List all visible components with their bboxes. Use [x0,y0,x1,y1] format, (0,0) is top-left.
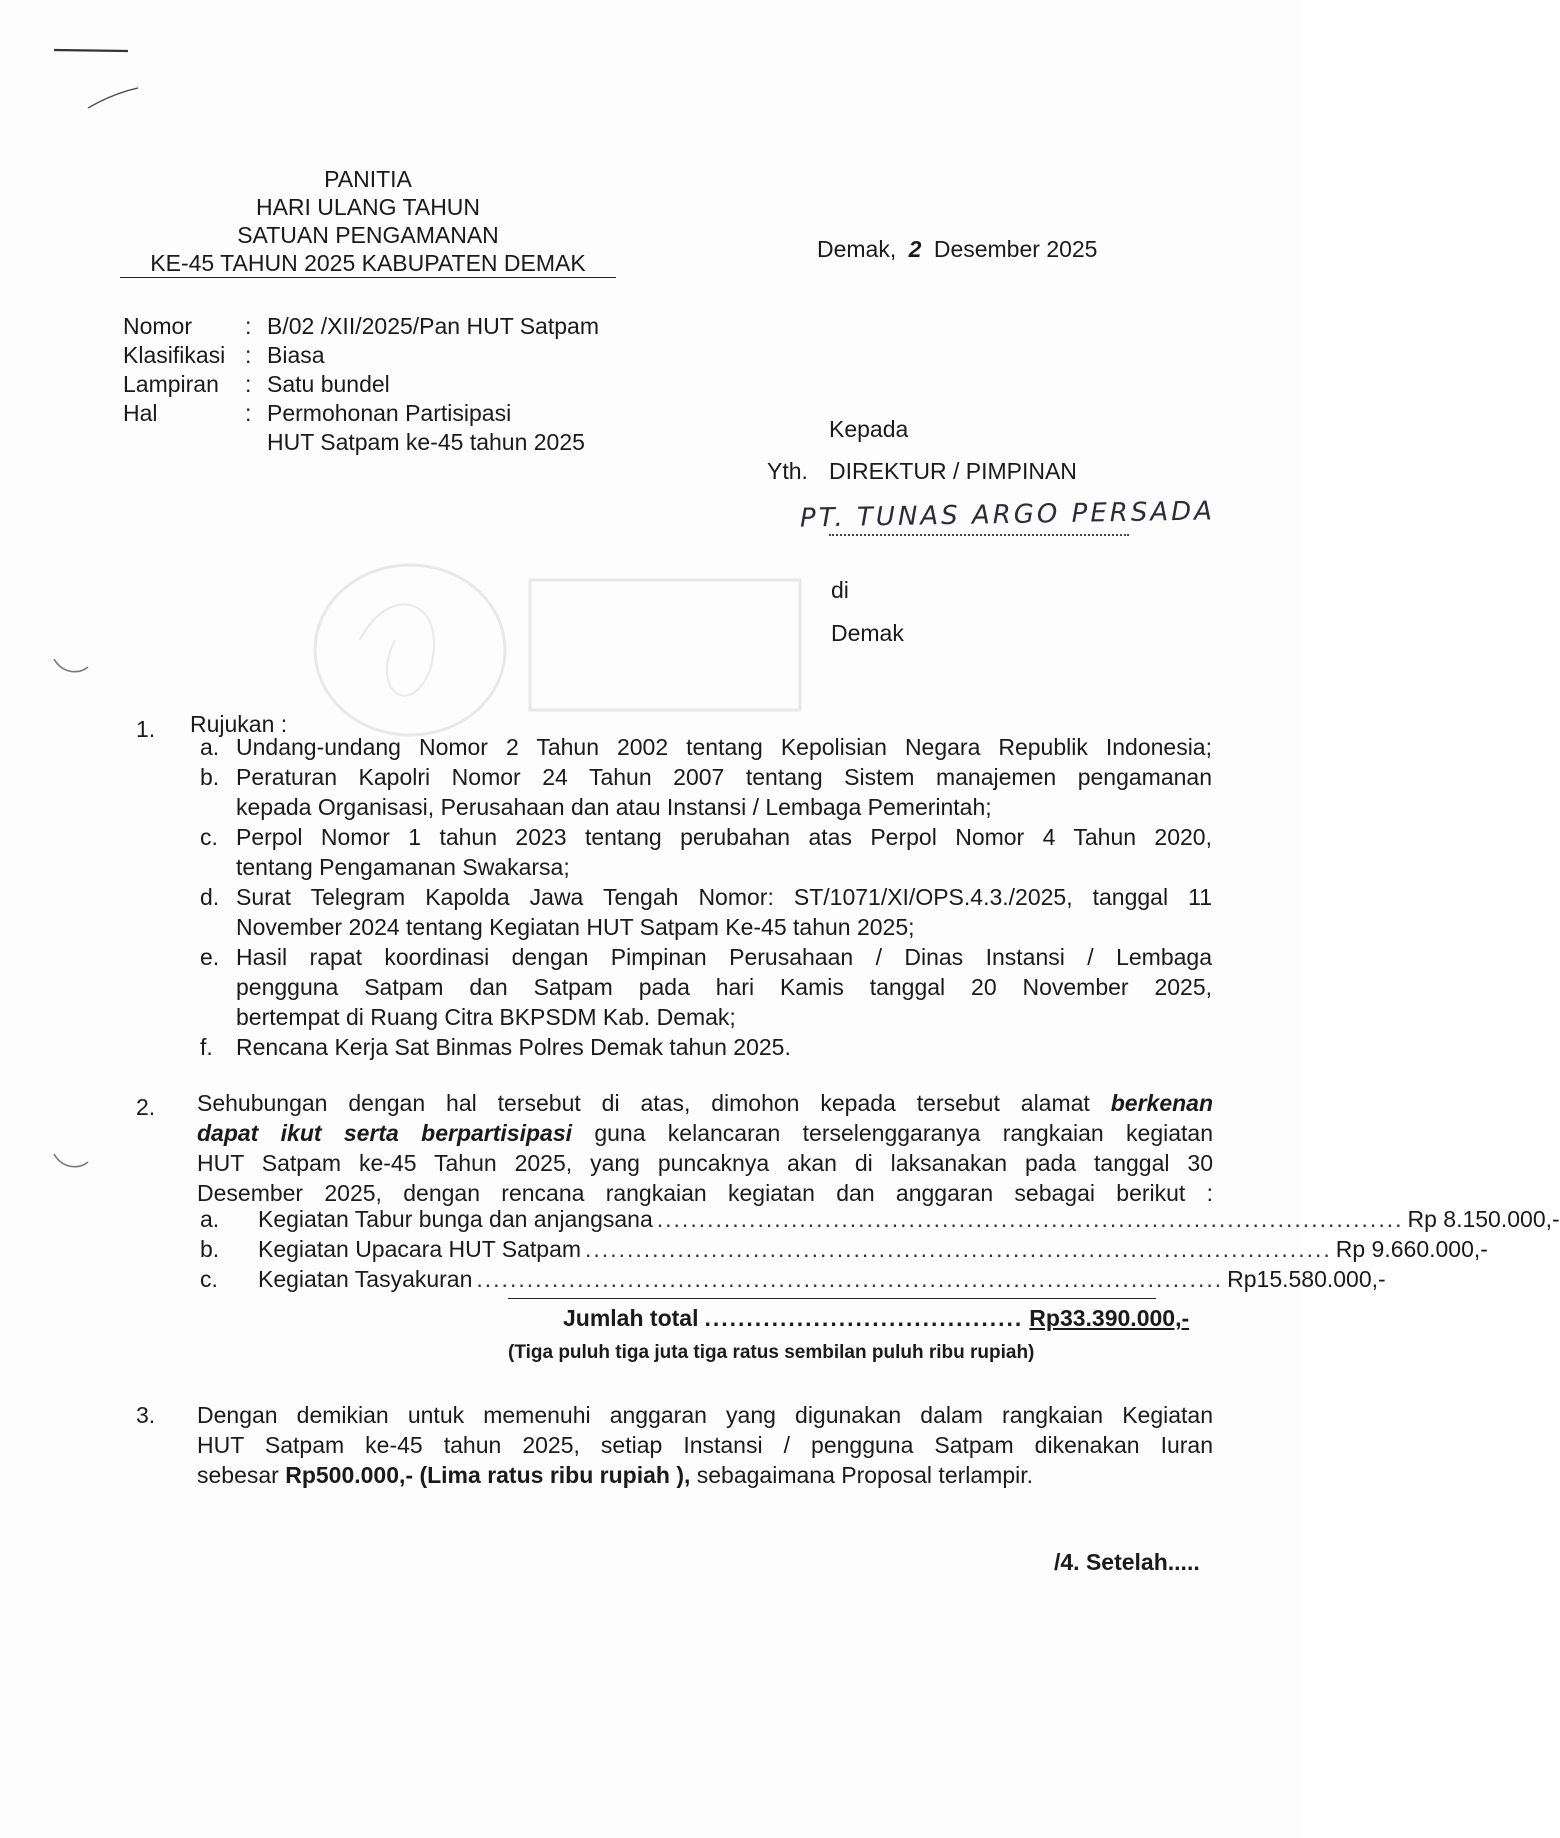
header-line: SATUAN PENGAMANAN [237,222,499,248]
total-amount: Rp33.390.000,- [1029,1305,1190,1331]
section-number: 3. [136,1402,156,1428]
committee-header [120,165,616,278]
leader-dots: ......................................................................................... [476,1266,1224,1292]
item-text: kepada Organisasi, Perusahaan dan atau Instansi / Lembaga Pemerintah; [236,794,992,820]
list-item [200,942,1212,1032]
item-text: Rencana Kerja Sat Binmas Polres Demak tahun 2025. [236,1034,791,1060]
recipient-company-handwritten: PT. TUNAS ARGO PERSADA [799,496,1216,534]
item-text: Peraturan Kapolri Nomor 24 Tahun 2007 tentang Sistem manajemen pengamanan [236,764,1212,790]
meta-value: Permohonan Partisipasi [267,400,512,426]
item-letter: c. [200,824,218,850]
recipient-kepada: Kepada [829,416,909,442]
list-item [200,822,1212,882]
crease-mark [52,655,92,679]
letter-date [817,234,1097,264]
item-text: Hasil rapat koordinasi dengan Pimpinan Perusahaan / Dinas Instansi / Lembaga [236,944,1212,970]
item-letter: d. [200,884,220,910]
item-text: Undang-undang Nomor 2 Tahun 2002 tentang Kepolisian Negara Republik Indonesia; [236,734,1212,760]
item-letter: e. [200,944,220,970]
meta-value: Biasa [267,342,325,368]
meta-label: Hal [123,400,158,426]
list-item [200,882,1212,942]
section-number: 1. [136,716,156,742]
item-letter: f. [200,1034,213,1060]
header-line: HARI ULANG TAHUN [255,194,481,220]
budget-amount: Rp 9.660.000,- [1335,1236,1488,1262]
meta-value: HUT Satpam ke-45 tahun 2025 [267,429,585,455]
paragraph-line: Sehubungan dengan hal tersebut di atas, dimohon kepada tersebut alamat berkenan [197,1090,1213,1116]
paragraph-line: sebesar Rp500.000,- (Lima ratus ribu rupiah ), sebagaimana Proposal terlampir. [197,1462,1034,1488]
list-item [200,762,1212,822]
budget-list [200,1204,1560,1294]
meta-colon: : [245,313,252,339]
meta-value: B/02 /XII/2025/Pan HUT Satpam [267,313,599,339]
section-number: 2. [136,1094,156,1120]
budget-label: Kegiatan Tabur bunga dan anjangsana [258,1206,653,1232]
item-text: pengguna Satpam dan Satpam pada hari Kamis tanggal 20 November 2025, [236,974,1212,1000]
item-letter: b. [200,764,220,790]
section-heading: Rujukan : [190,711,288,737]
budget-letter: b. [200,1236,220,1262]
budget-letter: a. [200,1206,220,1232]
meta-label: Lampiran [123,371,219,397]
item-text: tentang Pengamanan Swakarsa; [236,854,570,880]
item-text: Surat Telegram Kapolda Jawa Tengah Nomor: ST/1071/XI/OPS.4.3./2025, tanggal 11 [236,884,1212,910]
budget-label: Kegiatan Upacara HUT Satpam [258,1236,582,1262]
meta-klasifikasi [123,341,683,370]
meta-colon: : [245,342,252,368]
total-row [563,1303,1190,1333]
meta-colon: : [245,371,252,397]
meta-nomor [123,312,683,341]
leader-dots: ......................................................................................... [656,1206,1404,1232]
meta-hal-cont [123,428,683,457]
budget-row [200,1234,1488,1264]
leader-dots: ......................................................................................... [585,1236,1332,1262]
meta-colon: : [245,400,252,426]
total-words: (Tiga puluh tiga juta tiga ratus sembilan puluh ribu rupiah) [508,1342,1035,1363]
paragraph-line: dapat ikut serta berpartisipasi guna kelancaran terselenggaranya rangkaian kegiatan [197,1120,1213,1146]
meta-value: Satu bundel [267,371,390,397]
list-item [200,732,1212,762]
section2-body [197,1088,1213,1208]
budget-row [200,1204,1560,1234]
total-separator [508,1298,1156,1299]
recipient-yth: Yth. [767,458,808,484]
total-label: Jumlah total [563,1305,699,1331]
paragraph-line: Desember 2025, dengan rencana rangkaian kegiatan dan anggaran sebagai berikut : [197,1180,1213,1206]
reference-list [200,732,1212,1062]
recipient-city: Demak [831,620,904,646]
meta-label: Klasifikasi [123,342,226,368]
paragraph-line: HUT Satpam ke-45 Tahun 2025, yang puncaknya akan di laksanakan pada tanggal 30 [197,1150,1213,1176]
header-line: KE-45 TAHUN 2025 KABUPATEN DEMAK [120,249,616,278]
section3-body [197,1400,1213,1490]
faded-stamp [300,520,820,750]
date-rest: Desember 2025 [933,236,1098,262]
budget-amount: Rp15.580.000,- [1227,1266,1386,1292]
meta-label: Nomor [123,313,193,339]
meta-lampiran [123,370,683,399]
crease-mark [52,1150,92,1174]
item-letter: a. [200,734,220,760]
item-text: Perpol Nomor 1 tahun 2023 tentang perubahan atas Perpol Nomor 4 Tahun 2020, [236,824,1212,850]
paragraph-line: HUT Satpam ke-45 tahun 2025, setiap Instansi / pengguna Satpam dikenakan Iuran [197,1432,1213,1458]
header-line: PANITIA [324,166,412,192]
continuation-marker: /4. Setelah..... [1054,1549,1200,1575]
budget-label: Kegiatan Tasyakuran [258,1266,473,1292]
recipient-di: di [831,577,849,603]
date-prefix: Demak, [817,236,897,262]
letter-meta [123,312,683,457]
recipient-title: DIREKTUR / PIMPINAN [829,458,1077,484]
leader-dots: ...................................... [704,1305,1024,1331]
list-item [200,1032,1212,1062]
item-text: November 2024 tentang Kegiatan HUT Satpam Ke-45 tahun 2025; [236,914,915,940]
date-day-handwritten: 2 [908,236,922,262]
budget-letter: c. [200,1266,218,1292]
item-text: bertempat di Ruang Citra BKPSDM Kab. Demak; [236,1004,736,1030]
pen-mark-decoration [50,40,150,110]
budget-amount: Rp 8.150.000,- [1407,1206,1560,1232]
meta-hal [123,399,683,428]
paragraph-line: Dengan demikian untuk memenuhi anggaran yang digunakan dalam rangkaian Kegiatan [197,1402,1213,1428]
budget-row [200,1264,1386,1294]
